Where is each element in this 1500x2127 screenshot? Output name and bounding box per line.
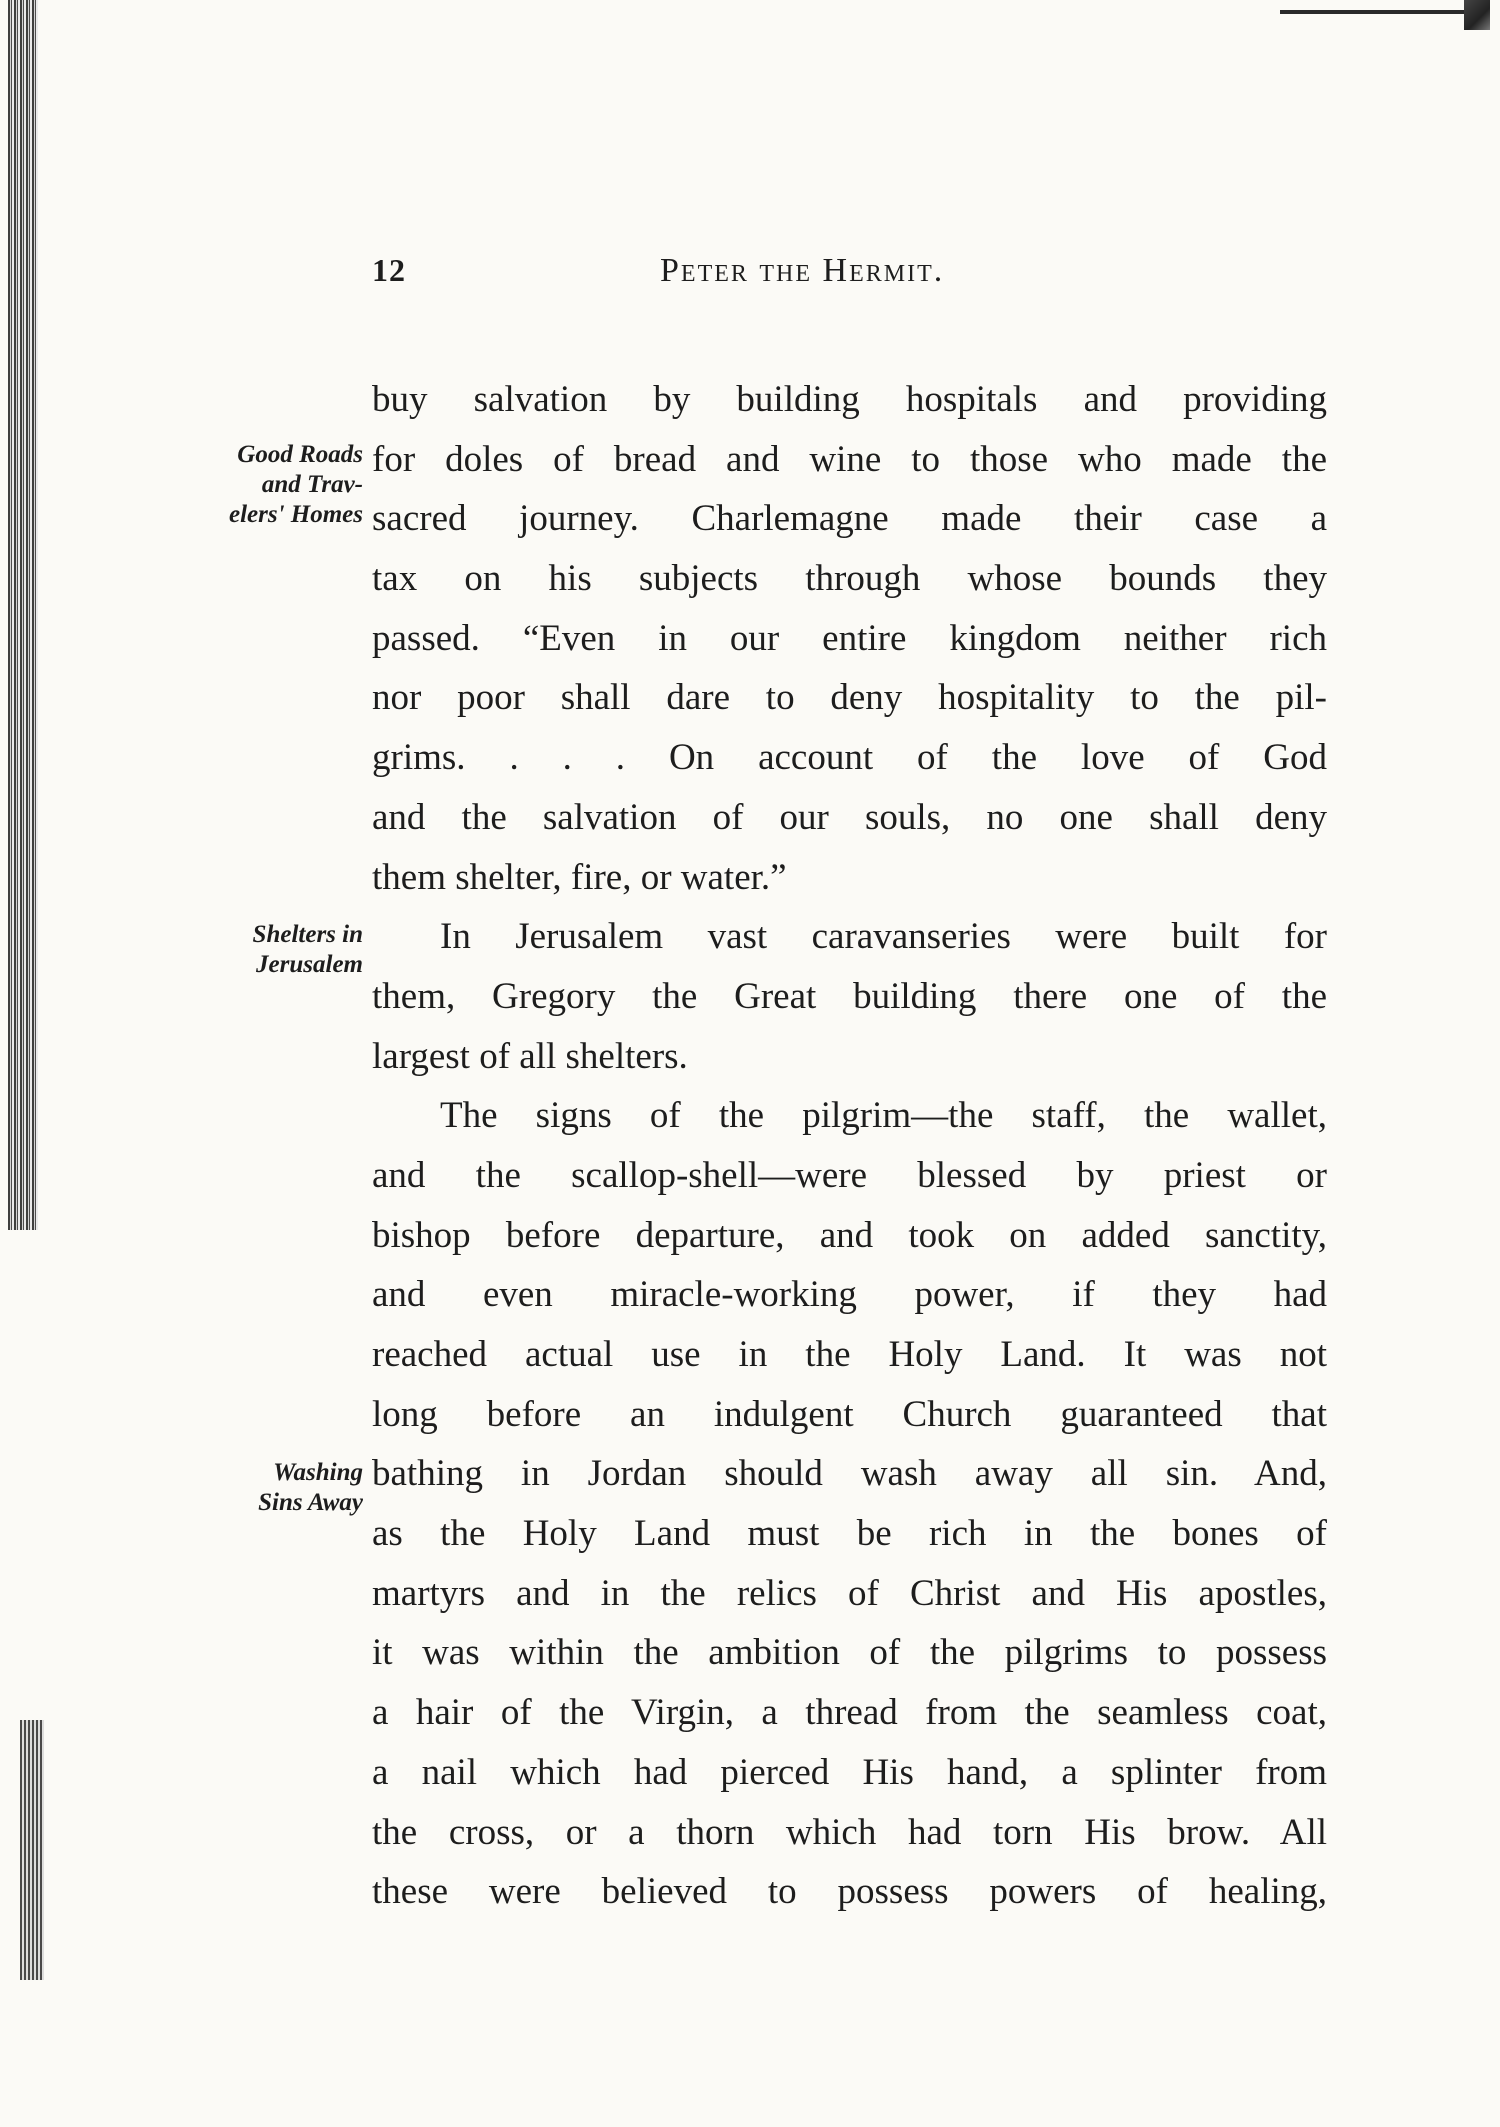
text-line: it was within the ambition of the pilgrims to possess bbox=[372, 1632, 1327, 1674]
margin-note-line: elers' Homes bbox=[228, 501, 363, 528]
text-line: them shelter, fire, or water.” bbox=[372, 856, 787, 898]
scan-corner-mark bbox=[1280, 0, 1490, 30]
margin-note-line: Jerusalem bbox=[256, 951, 363, 978]
text-line: tax on his subjects through whose bounds they bbox=[372, 558, 1327, 600]
text-line: grims. . . . On account of the love of God bbox=[372, 737, 1327, 779]
margin-note-line: Good Roads bbox=[237, 441, 363, 468]
text-line: martyrs and in the relics of Christ and His apostles, bbox=[372, 1572, 1327, 1614]
scan-binding-edge bbox=[8, 0, 38, 1230]
text-line: buy salvation by building hospitals and providing bbox=[372, 379, 1327, 420]
text-line: these were believed to possess powers of healing, bbox=[372, 1871, 1327, 1913]
text-line: passed. “Even in our entire kingdom neither rich bbox=[372, 617, 1327, 659]
text-line: for doles of bread and wine to those who made the bbox=[372, 438, 1327, 480]
text-line: The signs of the pilgrim—the staff, the wallet, bbox=[440, 1095, 1327, 1137]
margin-note-line: Sins Away bbox=[258, 1489, 363, 1516]
text-line: reached actual use in the Holy Land. It was not bbox=[372, 1334, 1327, 1375]
text-line: largest of all shelters. bbox=[372, 1035, 688, 1077]
margin-note-line: Shelters in bbox=[252, 921, 363, 948]
text-line: and even miracle-working power, if they had bbox=[372, 1274, 1327, 1316]
text-line: a hair of the Virgin, a thread from the seamless coat, bbox=[372, 1692, 1327, 1734]
body-text bbox=[372, 370, 1327, 1922]
text-line: long before an indulgent Church guaranteed that bbox=[372, 1393, 1327, 1435]
text-line: as the Holy Land must be rich in the bones of bbox=[372, 1513, 1327, 1555]
margin-note-line: Washing bbox=[273, 1459, 363, 1486]
margin-note-line: and Trav- bbox=[261, 471, 363, 498]
text-line: nor poor shall dare to deny hospitality to the pil- bbox=[372, 677, 1327, 719]
text-line: and the scallop-shell—were blessed by priest or bbox=[372, 1154, 1327, 1196]
text-line: the cross, or a thorn which had torn His brow. All bbox=[372, 1811, 1327, 1853]
running-head bbox=[0, 252, 1500, 302]
text-line: and the salvation of our souls, no one shall deny bbox=[372, 796, 1327, 838]
margin-note-good-roads bbox=[229, 440, 363, 530]
margin-note-shelters bbox=[253, 920, 363, 980]
page-number: 12 bbox=[372, 252, 406, 288]
margin-note-washing bbox=[258, 1458, 363, 1518]
text-line: them, Gregory the Great building there one of the bbox=[372, 975, 1327, 1017]
running-title: Peter the Hermit. bbox=[660, 252, 945, 289]
text-line: bathing in Jordan should wash away all sin. And, bbox=[372, 1453, 1327, 1495]
text-line: bishop before departure, and took on added sanctity, bbox=[372, 1214, 1327, 1256]
text-line: In Jerusalem vast caravanseries were built for bbox=[440, 916, 1327, 958]
text-line: sacred journey. Charlemagne made their case a bbox=[372, 498, 1327, 540]
scan-binding-edge-lower bbox=[20, 1720, 44, 1980]
text-line: a nail which had pierced His hand, a splinter from bbox=[372, 1751, 1327, 1793]
